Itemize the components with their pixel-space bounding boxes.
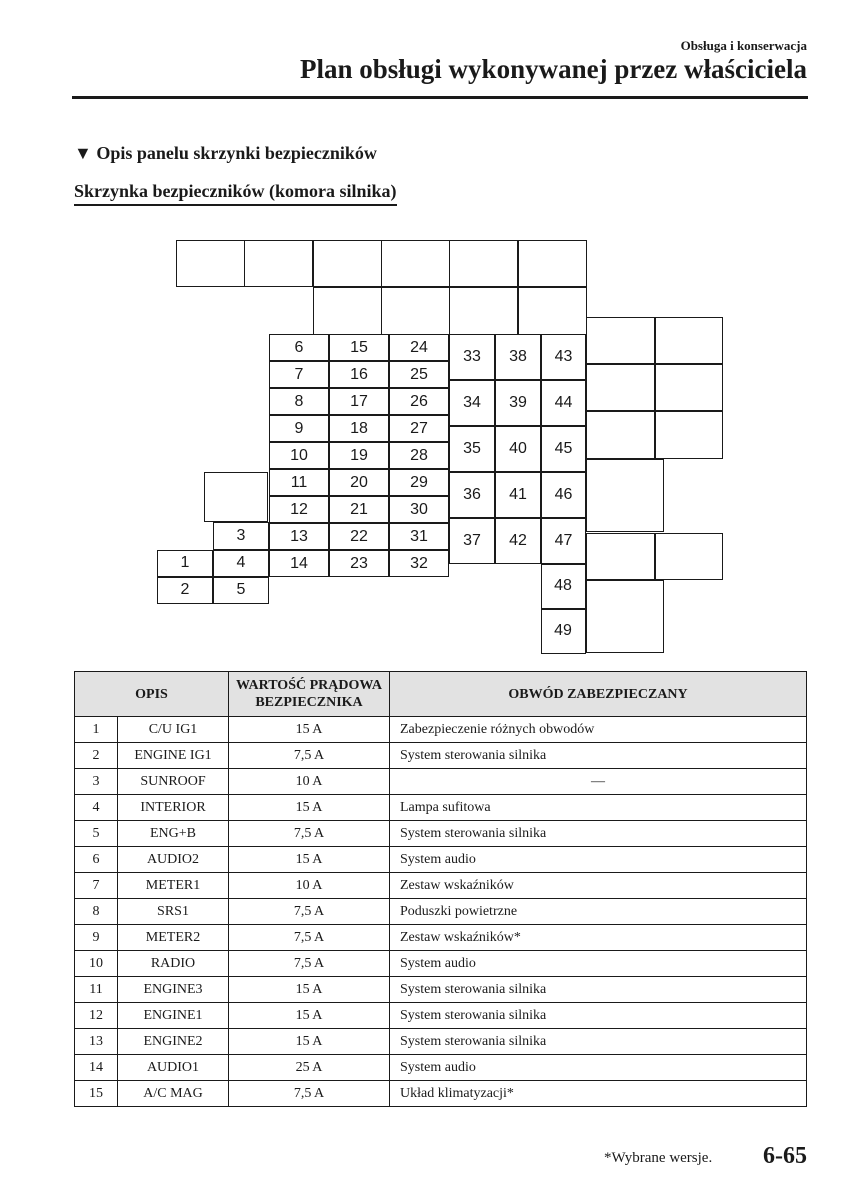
fuse-slot-label: 13 xyxy=(290,527,308,545)
fuse-circuit: Lampa sufitowa xyxy=(390,795,807,821)
fuse-name: C/U IG1 xyxy=(118,717,229,743)
relay-slot xyxy=(655,411,723,459)
fuse-slot-label: 29 xyxy=(410,473,428,491)
table-row xyxy=(75,1003,807,1029)
fuse-slot-label: 19 xyxy=(350,446,368,464)
fuse-number: 3 xyxy=(75,769,118,795)
fuse-slot-label: 11 xyxy=(290,473,308,491)
fuse-amperage: 7,5 A xyxy=(229,821,390,847)
fuse-slot-label: 32 xyxy=(410,554,428,572)
page-number: 6-65 xyxy=(763,1143,807,1169)
table-row xyxy=(75,743,807,769)
relay-slot xyxy=(381,287,450,335)
relay-slot xyxy=(586,533,655,580)
fuse-circuit: Zestaw wskaźników xyxy=(390,873,807,899)
relay-slot xyxy=(176,240,245,287)
fuse-amperage: 7,5 A xyxy=(229,899,390,925)
fuse-slot-label: 28 xyxy=(410,446,428,464)
fuse-circuit: System audio xyxy=(390,1055,807,1081)
fuse-slot-label: 24 xyxy=(410,338,428,356)
fuse-table xyxy=(74,671,807,1107)
fuse-slot-label: 39 xyxy=(509,394,527,411)
header-divider xyxy=(72,96,808,99)
fuse-number: 8 xyxy=(75,899,118,925)
fuse-amperage: 15 A xyxy=(229,977,390,1003)
table-row xyxy=(75,951,807,977)
page-title: Plan obsługi wykonywanej przez właściciela xyxy=(300,54,807,84)
table-row xyxy=(75,1081,807,1107)
fuse-number: 12 xyxy=(75,1003,118,1029)
table-header-row xyxy=(75,672,807,717)
relay-slot xyxy=(586,580,664,653)
table-row xyxy=(75,795,807,821)
fuse-slot-label: 48 xyxy=(554,577,572,594)
relay-slot xyxy=(655,317,723,364)
fuse-number: 5 xyxy=(75,821,118,847)
section-name: Obsługa i konserwacja xyxy=(680,38,807,53)
fuse-slot-label: 27 xyxy=(410,419,428,437)
relay-slot xyxy=(313,240,382,287)
header-opis: OPIS xyxy=(75,672,229,717)
fuse-slot-label: 34 xyxy=(463,394,481,411)
relay-slot xyxy=(313,287,382,335)
fuse-number: 4 xyxy=(75,795,118,821)
fuse-slot-label: 7 xyxy=(294,365,304,383)
fuse-number: 9 xyxy=(75,925,118,951)
fuse-name: ENGINE1 xyxy=(118,1003,229,1029)
fuse-amperage: 25 A xyxy=(229,1055,390,1081)
fuse-slot-label: 6 xyxy=(294,338,304,356)
fuse-slot-label: 25 xyxy=(410,365,428,383)
fuse-number: 10 xyxy=(75,951,118,977)
table-row xyxy=(75,847,807,873)
fuse-name: RADIO xyxy=(118,951,229,977)
relay-slot xyxy=(655,364,723,411)
fuse-slot-label: 8 xyxy=(294,392,304,410)
fuse-slot-label: 46 xyxy=(554,486,573,503)
fuse-slot-label: 47 xyxy=(554,532,573,549)
relay-slot xyxy=(381,240,450,287)
table-row xyxy=(75,925,807,951)
footnote: *Wybrane wersje. xyxy=(604,1150,713,1166)
fuse-slot-label: 49 xyxy=(554,622,572,639)
fuse-name: METER1 xyxy=(118,873,229,899)
table-row xyxy=(75,873,807,899)
fuse-slot-label: 15 xyxy=(350,338,368,356)
fuse-amperage: 15 A xyxy=(229,795,390,821)
fuse-amperage: 10 A xyxy=(229,769,390,795)
fuse-name: SUNROOF xyxy=(118,769,229,795)
fuse-name: ENGINE IG1 xyxy=(118,743,229,769)
fuse-slot-label: 45 xyxy=(554,440,573,457)
relay-slot xyxy=(518,240,587,287)
fuse-slot-label: 21 xyxy=(350,500,368,518)
fuse-slot-label: 30 xyxy=(410,500,428,518)
fuse-circuit: System sterowania silnika xyxy=(390,1029,807,1055)
fuse-name: INTERIOR xyxy=(118,795,229,821)
fuse-number: 15 xyxy=(75,1081,118,1107)
fuse-number: 1 xyxy=(75,717,118,743)
fuse-number: 7 xyxy=(75,873,118,899)
table-row xyxy=(75,1029,807,1055)
fuse-slot-label: 35 xyxy=(463,440,481,457)
fuse-slot-label: 23 xyxy=(350,554,368,572)
fuse-slot-label: 26 xyxy=(410,392,428,410)
header-amperage-line1: WARTOŚĆ PRĄDOWA xyxy=(236,678,382,693)
fuse-circuit: System audio xyxy=(390,847,807,873)
subsection-heading: Skrzynka bezpieczników (komora silnika) xyxy=(74,181,397,206)
fuse-circuit: Układ klimatyzacji* xyxy=(390,1081,807,1107)
fuse-slot-label: 10 xyxy=(290,446,308,464)
fuse-slot-label: 1 xyxy=(180,554,190,571)
fuse-slot-label: 22 xyxy=(350,527,368,545)
fuse-slot-label: 12 xyxy=(290,500,308,518)
fuse-amperage: 15 A xyxy=(229,717,390,743)
relay-slot xyxy=(449,287,518,335)
fuse-slot-label: 5 xyxy=(236,581,246,598)
fuse-amperage: 15 A xyxy=(229,1029,390,1055)
fuse-name: AUDIO2 xyxy=(118,847,229,873)
fuse-slot-label: 4 xyxy=(236,554,246,571)
fuse-slot-label: 16 xyxy=(350,365,368,383)
section-heading: ▼ Opis panelu skrzynki bezpieczników xyxy=(74,143,377,163)
fuse-circuit: System sterowania silnika xyxy=(390,743,807,769)
table-row xyxy=(75,977,807,1003)
header-amperage-line2: BEZPIECZNIKA xyxy=(255,695,363,710)
fuse-name: METER2 xyxy=(118,925,229,951)
fuse-slot-label: 37 xyxy=(463,532,481,549)
fuse-number: 11 xyxy=(75,977,118,1003)
fuse-name: AUDIO1 xyxy=(118,1055,229,1081)
relay-slot xyxy=(586,364,655,411)
fuse-slot-label: 40 xyxy=(509,440,527,457)
fuse-slot-label: 9 xyxy=(294,419,304,437)
relay-slot xyxy=(586,317,655,364)
fuse-circuit: Zabezpieczenie różnych obwodów xyxy=(390,717,807,743)
fuse-amperage: 7,5 A xyxy=(229,925,390,951)
fuse-name: ENG+B xyxy=(118,821,229,847)
relay-slot xyxy=(204,472,268,522)
fuse-slot-label: 36 xyxy=(463,486,481,503)
fuse-name: SRS1 xyxy=(118,899,229,925)
fuse-amperage: 7,5 A xyxy=(229,743,390,769)
fuse-circuit: Zestaw wskaźników* xyxy=(390,925,807,951)
fuse-circuit: System sterowania silnika xyxy=(390,1003,807,1029)
fuse-slot-label: 38 xyxy=(509,348,527,365)
fuse-circuit: — xyxy=(390,769,807,795)
fuse-slot-label: 20 xyxy=(350,473,368,491)
relay-slot xyxy=(518,287,587,335)
fuse-amperage: 10 A xyxy=(229,873,390,899)
fuse-amperage: 15 A xyxy=(229,847,390,873)
fuse-slot-label: 18 xyxy=(350,419,368,437)
fuse-number: 6 xyxy=(75,847,118,873)
fuse-number: 13 xyxy=(75,1029,118,1055)
fuse-slot-label: 17 xyxy=(350,392,368,410)
relay-slot xyxy=(586,459,664,532)
fuse-name: ENGINE2 xyxy=(118,1029,229,1055)
header-circuit: OBWÓD ZABEZPIECZANY xyxy=(390,672,807,717)
fuse-circuit: System sterowania silnika xyxy=(390,977,807,1003)
fuse-amperage: 15 A xyxy=(229,1003,390,1029)
relay-slot xyxy=(586,411,655,459)
fuse-slot-label: 43 xyxy=(554,348,573,365)
fuse-circuit: Poduszki powietrzne xyxy=(390,899,807,925)
relay-slot xyxy=(449,240,518,287)
fuse-name: ENGINE3 xyxy=(118,977,229,1003)
relay-slot xyxy=(655,533,723,580)
fuse-slot-label: 2 xyxy=(180,581,190,598)
fuse-amperage: 7,5 A xyxy=(229,1081,390,1107)
header-amperage xyxy=(229,672,390,717)
fuse-slot-label: 33 xyxy=(463,348,481,365)
table-row xyxy=(75,899,807,925)
relay-slot xyxy=(244,240,313,287)
table-row xyxy=(75,717,807,743)
fuse-slot-label: 44 xyxy=(554,394,573,411)
table-row xyxy=(75,769,807,795)
fuse-number: 14 xyxy=(75,1055,118,1081)
fuse-slot-label: 3 xyxy=(236,527,246,544)
fuse-amperage: 7,5 A xyxy=(229,951,390,977)
fuse-number: 2 xyxy=(75,743,118,769)
fuse-slot-label: 31 xyxy=(410,527,428,545)
fuse-slot-label: 14 xyxy=(290,554,308,572)
fuse-name: A/C MAG xyxy=(118,1081,229,1107)
fuse-circuit: System sterowania silnika xyxy=(390,821,807,847)
table-row xyxy=(75,821,807,847)
fuse-slot-label: 42 xyxy=(509,532,527,549)
fuse-circuit: System audio xyxy=(390,951,807,977)
fuse-slot-label: 41 xyxy=(509,486,527,503)
table-row xyxy=(75,1055,807,1081)
